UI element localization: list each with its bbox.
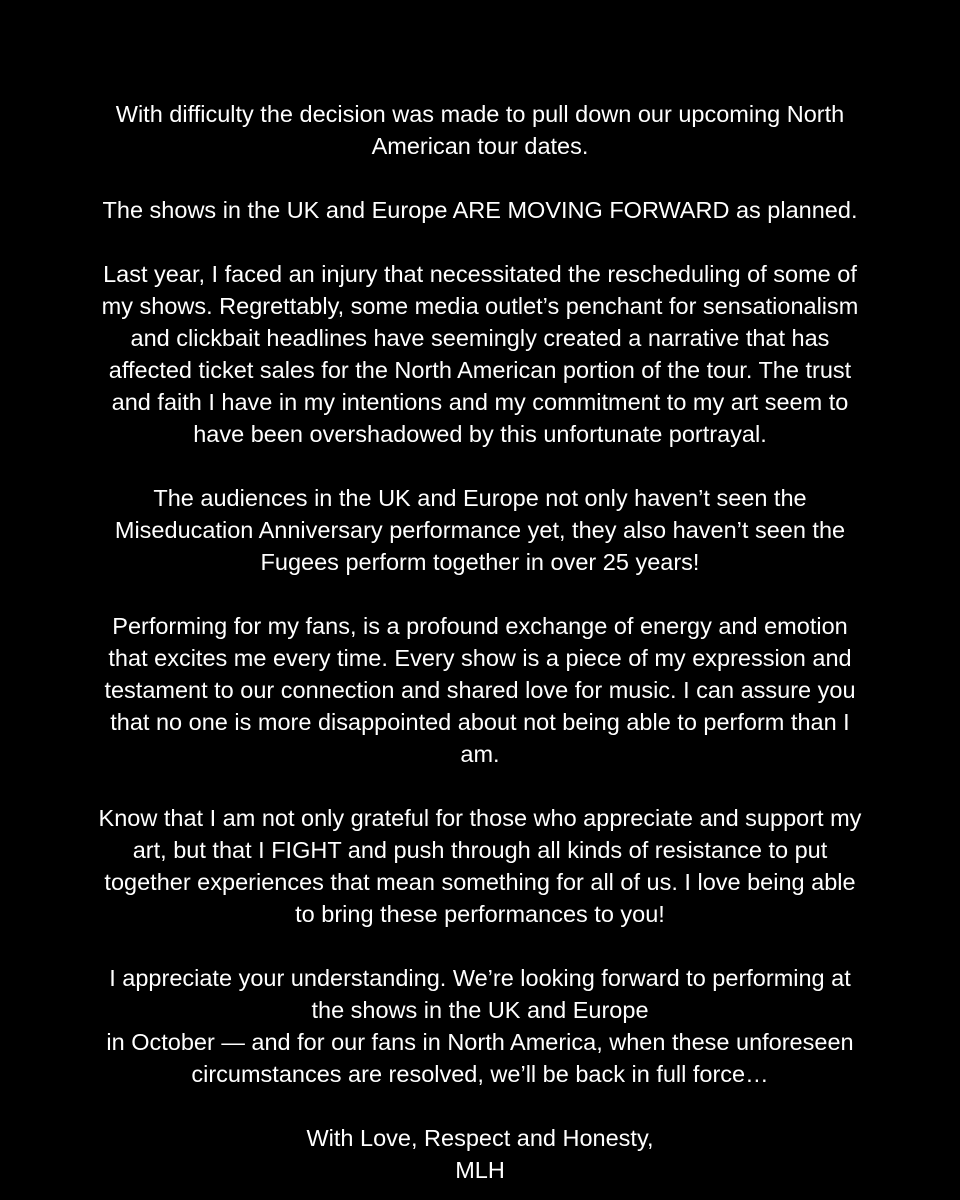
text-line: affected ticket sales for the North American portion of the tour. The trust	[108, 357, 852, 383]
text-line: in October — and for our fans in North America, when these unforeseen	[106, 1029, 854, 1055]
text-line: to bring these performances to you!	[295, 901, 665, 927]
paragraph-uk-europe-shows	[30, 194, 930, 226]
text-line: the shows in the UK and Europe	[311, 997, 649, 1023]
text-line: together experiences that mean something for all of us. I love being able	[104, 869, 856, 895]
text-line: am.	[460, 741, 500, 767]
signature: MLH	[455, 1157, 505, 1183]
text-line: Fugees perform together in over 25 years!	[260, 549, 700, 575]
text-line: The shows in the UK and Europe ARE MOVING FORWARD as planned.	[102, 197, 858, 223]
text-line: that no one is more disappointed about not being able to perform than I	[110, 709, 850, 735]
paragraph-gratitude	[30, 802, 930, 930]
text-line: and faith I have in my intentions and my commitment to my art seem to	[111, 389, 849, 415]
paragraph-injury-media	[30, 258, 930, 450]
text-line: Performing for my fans, is a profound exchange of energy and emotion	[112, 613, 848, 639]
paragraph-audiences	[30, 482, 930, 578]
sign-off	[30, 1122, 930, 1186]
text-line: have been overshadowed by this unfortunate portrayal.	[193, 421, 767, 447]
closing-line: With Love, Respect and Honesty,	[306, 1125, 654, 1151]
text-line: With difficulty the decision was made to pull down our upcoming North	[115, 101, 845, 127]
text-line: The audiences in the UK and Europe not only haven’t seen the	[153, 485, 807, 511]
text-line: American tour dates.	[371, 133, 589, 159]
text-line: my shows. Regrettably, some media outlet’s penchant for sensationalism	[101, 293, 859, 319]
text-line: and clickbait headlines have seemingly created a narrative that has	[130, 325, 830, 351]
text-line: Last year, I faced an injury that necessitated the rescheduling of some of	[103, 261, 857, 287]
text-line: circumstances are resolved, we’ll be back in full force…	[191, 1061, 769, 1087]
text-line: that excites me every time. Every show is a piece of my expression and	[108, 645, 852, 671]
text-line: Miseducation Anniversary performance yet, they also haven’t seen the	[114, 517, 846, 543]
text-line: Know that I am not only grateful for those who appreciate and support my	[98, 805, 862, 831]
paragraph-looking-forward	[30, 962, 930, 1090]
paragraph-performing	[30, 610, 930, 770]
text-line: I appreciate your understanding. We’re looking forward to performing at	[109, 965, 851, 991]
paragraph-tour-cancellation	[30, 98, 930, 162]
text-line: art, but that I FIGHT and push through all kinds of resistance to put	[132, 837, 828, 863]
text-line: testament to our connection and shared love for music. I can assure you	[104, 677, 856, 703]
statement-body	[30, 98, 930, 1186]
